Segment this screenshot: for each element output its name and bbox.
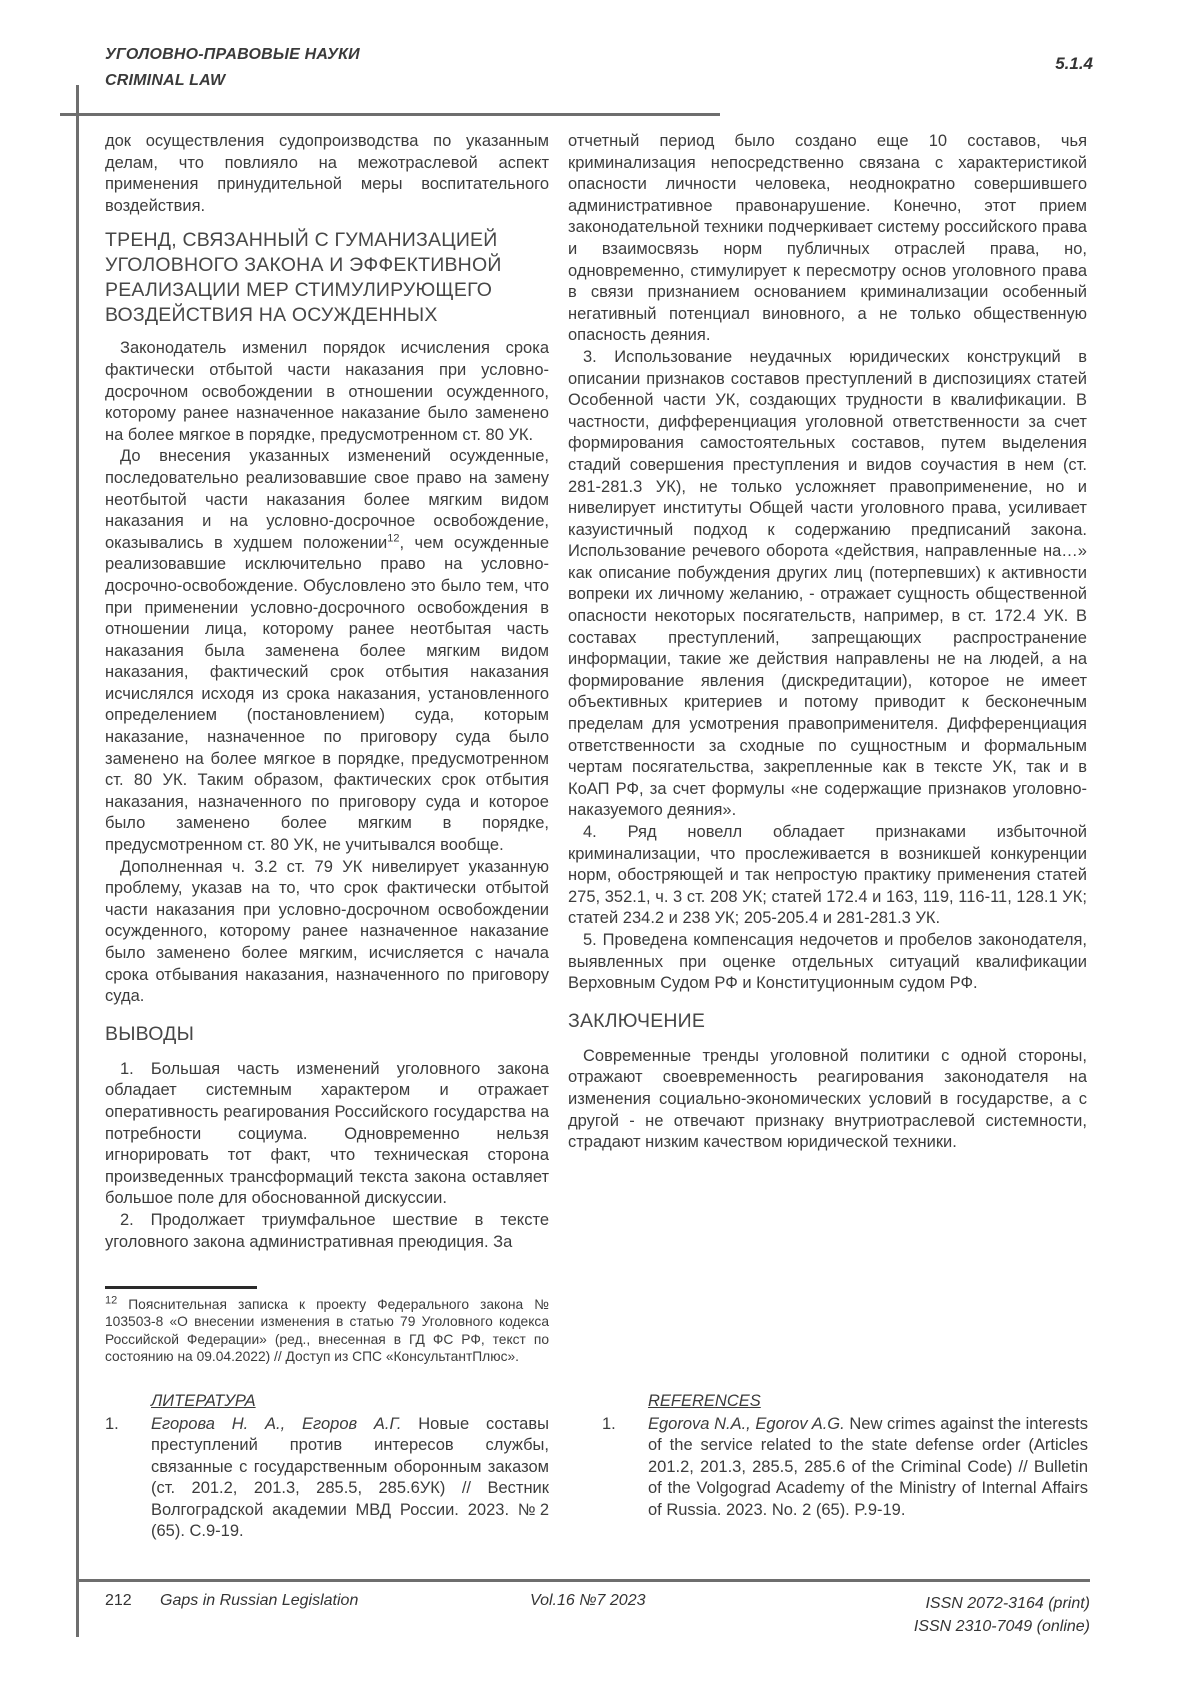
reference-item-text [648, 1414, 1088, 1521]
footnote-separator-rule [105, 1286, 257, 1289]
footnote [105, 1293, 549, 1366]
issue-info: Vol.16 №7 2023 [530, 1592, 646, 1609]
conclusion-item-3: 3. Использование неудачных юридических конструкций в описании признаков составов преступлений в диспозициях статей Особенной части УК, создающих трудности в квалификации. В частности, дифференциация уголовной ответственности за счет формирования самостоятельных составов, путем выделения стадий совершения преступления и видов соучастия в нем (ст. 281-281.3 УК), не только усложняет правоприменение, но и нивелирует институты Общей части уголовного права, усиливает казуистичный подход к содержанию предписаний закона. Использование речевого оборота «действия, направленные на…» как описание побуждения других лиц (потерпевших) к активности вопреки их личному желанию, - отражает сущность общественной опасности некоторых посягательств, например, в ст. 172.4 УК. В составах преступлений, запрещающих распространение информации, такие же действия направлены не на людей, а на формирование явления (дискредитации), которое не имеет объективных критериев и потому приводит к бесконечным пределам для усмотрения правоприменителя. Дифференциация ответственности за сходные по сущностным и формальным чертам посягательства, закрепленные как в тексте УК, так и в КоАП РФ, за счет формулы «не содержащие признаков уголовно- наказуемого деяния». [568, 347, 1087, 820]
paragraph-left-1: Законодатель изменил порядок исчисления срока фактически отбытой части наказания при условно-досрочном освобождении в отношении осужденного, которому ранее назначенное наказание было заменено на более мягкое в порядке, предусмотренном ст. 80 УК. [105, 339, 549, 444]
reference-item-authors: Egorova N.A., Egorov A.G. [648, 1415, 845, 1433]
page-number: 212 [105, 1592, 132, 1609]
header-kicker-en: CRIMINAL LAW [105, 72, 226, 89]
literature-item-text [151, 1414, 549, 1542]
paragraph-intro-continuation: док осуществления судопроизводства по указанным делам, что повлияло на межотраслевой аспект применения принудительной меры воспитательного воздействия. [105, 132, 549, 215]
section-heading-trend: ТРЕНД, СВЯЗАННЫЙ С ГУМАНИЗАЦИЕЙ УГОЛОВНОГО ЗАКОНА И ЭФФЕКТИВНОЙ РЕАЛИЗАЦИИ МЕР СТИМУЛИРУЮЩЕГО ВОЗДЕЙСТВИЯ НА ОСУЖДЕННЫХ [105, 229, 502, 327]
header-kicker-ru: УГОЛОВНО-ПРАВОВЫЕ НАУКИ [105, 46, 360, 63]
section-heading-conclusions: ВЫВОДЫ [105, 1022, 195, 1045]
paragraph-left-2-rest: , чем осужденные реализовавшие исключительно право на условно-досрочно-освобождение. Обусловлено это было тем, что при применении условно-досрочного освобождения в отношении лица, которому ранее неотбытая часть наказания была заменена более мягким видом наказания, фактический срок отбытия наказания исчислялся исходя из срока наказания, установленного определением (постановлением) суда, которым наказание, назначенное по приговору суда было заменено на более мягкое в порядке, предусмотренном ст. 80 УК. Таким образом, фактических срок отбытия наказания, назначенного по приговору суда и которое было заменено более мягким в порядке, предусмотренном ст. 80 УК, не учитывался вообще. [105, 533, 549, 855]
paragraph-left-2-text: До внесения указанных изменений осужденные, последовательно реализовавшие свое право на замену неотбытой части наказания более мягким видом наказания и на условно-досрочное освобождение, оказывались в худшем положении [105, 447, 549, 552]
footer-rule [78, 1579, 1090, 1582]
literature-heading: ЛИТЕРАТУРА [151, 1392, 256, 1410]
paragraph-left-2 [105, 446, 549, 856]
paragraph-right-1: отчетный период было создано еще 10 составов, чья криминализация непосредственно связана с характеристикой опасности личности человека, неоднократно совершившего административное правонарушение. Конечно, этот прием законодательной техники подчеркивает систему российского права и взаимосвязь норм публичных отраслей права, но, одновременно, стимулирует к пересмотру основ уголовного права в связи признанием основанием криминализации особенный негативный потенциал виновного, а не только общественную опасность деяния. [568, 132, 1087, 345]
literature-item-authors: Егорова Н. А., Егоров А.Г. [151, 1415, 402, 1433]
footnote-marker: 12 [105, 1293, 118, 1306]
issn-block [914, 1592, 1090, 1638]
literature-item [105, 1414, 549, 1542]
conclusion-item-4: 4. Ряд новелл обладает признаками избыточной криминализации, что прослеживается в возникшей конкуренции норм, обостряющей и так непростую практику применения статей 275, 352.1, ч. 3 ст. 208 УК; статей 172.4 и 163, 119, 116-11, 128.1 УК; статей 234.2 и 238 УК; 205-205.4 и 281-281.3 УК. [568, 823, 1087, 928]
reference-item [602, 1414, 1088, 1521]
issn-print: ISSN 2072-3164 (print) [925, 1595, 1090, 1612]
journal-title: Gaps in Russian Legislation [160, 1592, 359, 1609]
literature-item-number: 1. [105, 1415, 119, 1433]
header-section-code: 5.1.4 [1055, 54, 1093, 73]
footnote-reference-12: 12 [387, 532, 400, 545]
paragraph-left-3: Дополненная ч. 3.2 ст. 79 УК нивелирует указанную проблему, указав на то, что срок фактически отбытой части наказания при условно-досрочном освобождении осужденного, которому ранее назначенное наказание было заменено более мягким, исчисляется с начала срока отбывания наказания, назначенного по приговору суда. [105, 857, 549, 1006]
references-section [602, 1392, 1088, 1521]
reference-item-body: New crimes against the interests of the service related to the state defense order (Articles 201.2, 201.3, 285.5, 285.6 of the Criminal Code) // Bulletin of the Volgograd Academy of the Ministry of Internal Affairs of Russia. 2023. No. 2 (65). P.9-19. [648, 1415, 1088, 1519]
footnote-block [105, 1286, 549, 1366]
issn-online: ISSN 2310-7049 (online) [913, 1618, 1090, 1635]
section-heading-final: ЗАКЛЮЧЕНИЕ [568, 1009, 706, 1032]
reference-item-number: 1. [602, 1415, 616, 1433]
header-rule [60, 113, 720, 116]
references-heading: REFERENCES [648, 1392, 761, 1410]
left-column [105, 131, 549, 1253]
right-column [568, 131, 1087, 1154]
paragraph-right-final: Современные тренды уголовной политики с одной стороны, отражают своевременность реагирования законодателя на изменения социально-экономических условий в государстве, а с другой - не отвечают признаку внутриотраслевой системности, страдают низким качеством юридической техники. [568, 1046, 1087, 1152]
literature-section [105, 1392, 549, 1542]
conclusion-item-5: 5. Проведена компенсация недочетов и пробелов законодателя, выявленных при оценке отдельных ситуаций квалификации Верховным Судом РФ и Конституционным судом РФ. [568, 930, 1087, 993]
conclusion-item-1: 1. Большая часть изменений уголовного закона обладает системным характером и отражает оперативность реагирования Российского государства на потребности социума. Одновременно нельзя игнорировать тот факт, что техническая сторона произведенных трансформаций текста закона оставляет большое поле для обоснованной дискуссии. [105, 1059, 549, 1208]
literature-item-body: Новые составы преступлений против интересов службы, связанные с государственным оборонным заказом (ст. 201.2, 201.3, 285.5, 285.6УК) // Вестник Волгоградской академии МВД России. 2023. №2 (65). С.9-19. [151, 1415, 549, 1541]
footnote-text: Пояснительная записка к проекту Федерального закона № 103503-8 «О внесении изменения в статью 79 Уголовного кодекса Российской Федерации» (ред., внесенная в ГД ФС РФ, текст по состоянию на 09.04.2022) // Доступ из СПС «КонсультантПлюс». [105, 1296, 549, 1365]
conclusion-item-2: 2. Продолжает триумфальное шествие в тексте уголовного закона административная преюдиция. За [105, 1210, 549, 1251]
left-margin-rule [76, 85, 79, 1637]
